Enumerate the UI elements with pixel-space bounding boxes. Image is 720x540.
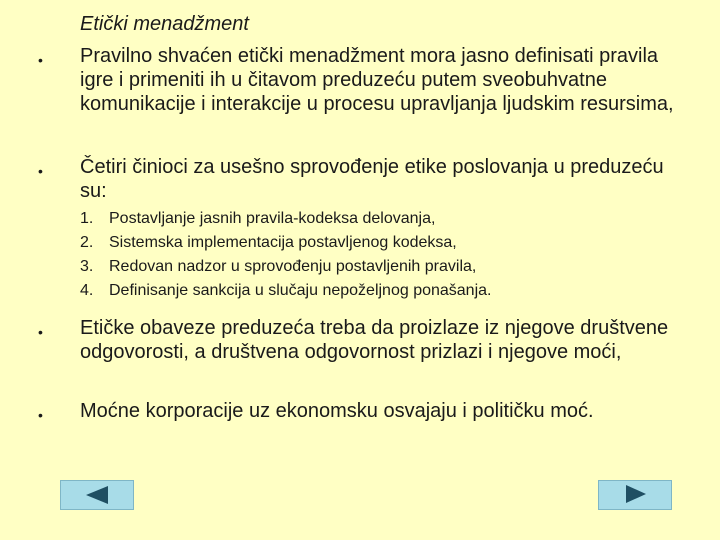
list-item-number: 4. [80, 282, 94, 299]
list-item-number: 2. [80, 234, 94, 251]
bullet-text: Pravilno shvaćen etički menadžment mora jasno definisati pravila igre i primeniti ih u čitavom preduzeću putem sveobuhvatne komunikacije i interakcije u procesu upravljanja ljudskim resursima, [80, 45, 674, 115]
list-item-number: 1. [80, 210, 94, 227]
previous-slide-button[interactable] [60, 480, 134, 510]
list-item-text: Postavljanje jasnih pravila-kodeksa delovanja, [109, 210, 436, 227]
list-item-number: 3. [80, 258, 94, 275]
list-item [80, 231, 680, 255]
list-item [80, 207, 680, 231]
numbered-list [80, 207, 680, 303]
list-item-text: Sistemska implementacija postavljenog kodeksa, [109, 234, 457, 251]
list-item-text: Redovan nadzor u sprovođenju postavljenih pravila, [109, 258, 477, 275]
list-item [80, 279, 680, 303]
bullet-dot: • [38, 52, 43, 68]
bullet-text: Etičke obaveze preduzeća treba da proizlaze iz njegove društvene odgovorosti, a društvena odgovornost prizlazi i njegove moći, [80, 317, 669, 363]
slide-title: Etički menadžment [80, 13, 249, 35]
list-item-text: Definisanje sankcija u slučaju nepoželjnog ponašanja. [109, 282, 492, 299]
bullet-text: Moćne korporacije uz ekonomsku osvajaju i političku moć. [80, 400, 594, 422]
bullet-dot: • [38, 407, 43, 423]
bullet-text: Četiri činioci za usešno sprovođenje etike poslovanja u preduzeću su: [80, 156, 664, 202]
triangle-left-icon [61, 481, 133, 509]
bullet-dot: • [38, 163, 43, 179]
triangle-right-icon [599, 481, 671, 509]
next-slide-button[interactable] [598, 480, 672, 510]
list-item [80, 255, 680, 279]
bullet-dot: • [38, 324, 43, 340]
